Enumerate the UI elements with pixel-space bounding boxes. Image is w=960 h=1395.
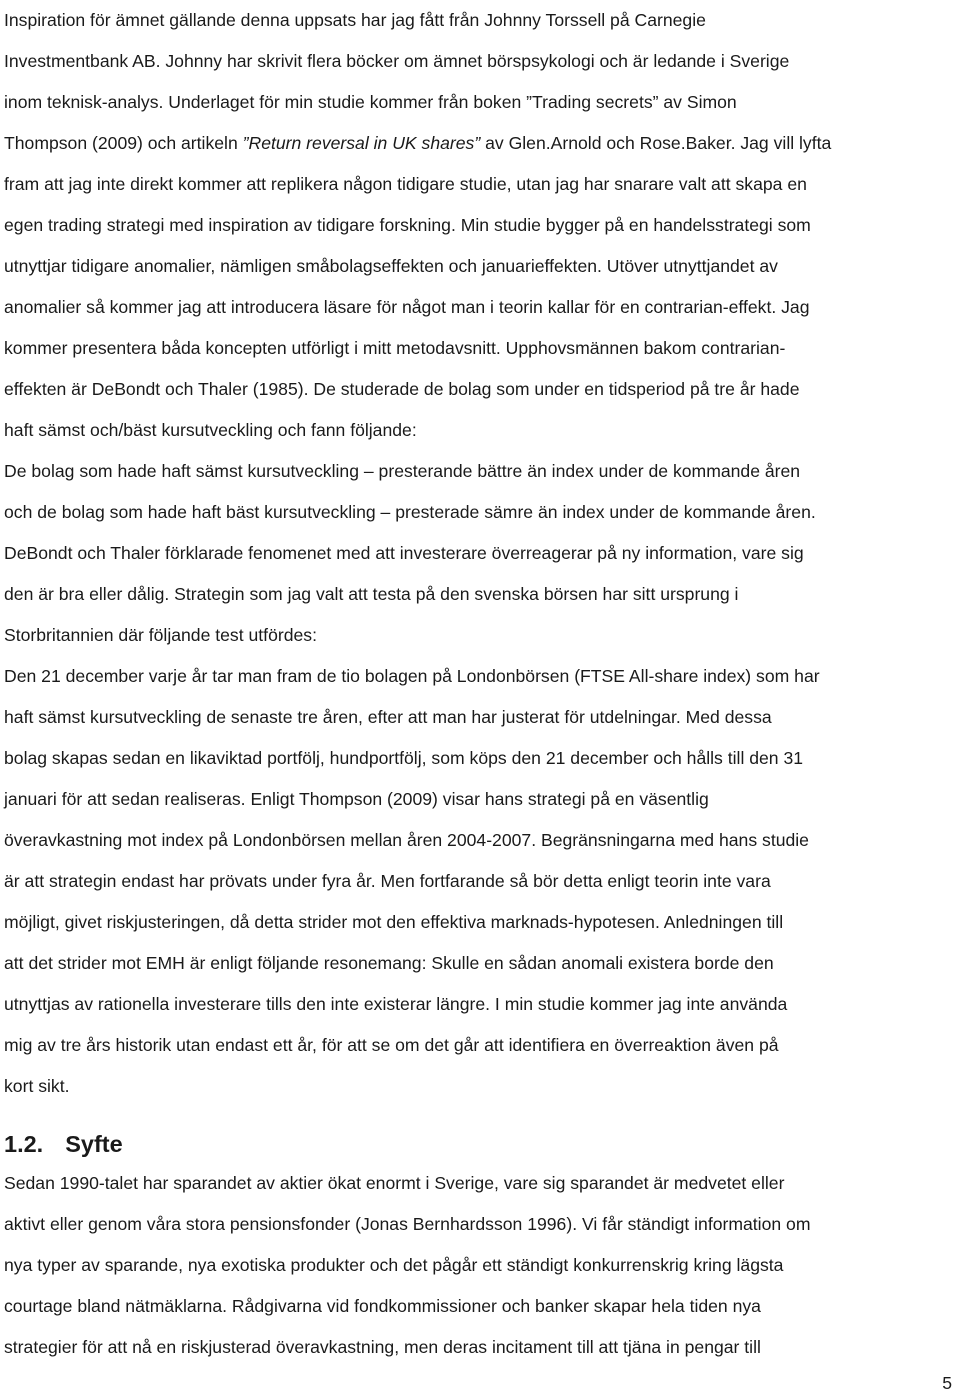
text-line: överavkastning mot index på Londonbörsen mellan åren 2004-2007. Begränsningarna med hans studie: [4, 830, 809, 850]
text-line: kort sikt.: [4, 1076, 70, 1096]
text-segment: Thompson (2009) och artikeln: [4, 133, 243, 153]
text-line: strategier för att nå en riskjusterad överavkastning, men deras incitament till att tjäna in pengar till: [4, 1337, 761, 1357]
section-number: 1.2.: [4, 1131, 44, 1157]
text-line: kommer presentera båda koncepten utförligt i mitt metodavsnitt. Upphovsmännen bakom contrarian-: [4, 338, 786, 358]
text-line: anomalier så kommer jag att introducera läsare för något man i teorin kallar för en contrarian-effekt. Jag: [4, 297, 810, 317]
text-line: DeBondt och Thaler förklarade fenomenet med att investerare överreagerar på ny information, vare sig: [4, 543, 804, 563]
italic-article-title: ”Return reversal in UK shares”: [242, 133, 481, 153]
text-line: möjligt, givet riskjusteringen, då detta strider mot den effektiva marknads-hypotesen. Anledningen till: [4, 912, 784, 932]
section-paragraph: [4, 1163, 956, 1368]
text-line: haft sämst och/bäst kursutveckling och fann följande:: [4, 420, 417, 440]
text-line: nya typer av sparande, nya exotiska produkter och det pågår ett ständigt konkurrenskrig kring lägsta: [4, 1255, 784, 1275]
document-page: [4, 0, 956, 1395]
text-line: Den 21 december varje år tar man fram de tio bolagen på Londonbörsen (FTSE All-share index) som har: [4, 666, 820, 686]
text-line: courtage bland nätmäklarna. Rådgivarna vid fondkommissioner och banker skapar hela tiden nya: [4, 1296, 761, 1316]
text-line: utnyttjar tidigare anomalier, nämligen småbolagseffekten och januarieffekten. Utöver utnyttjandet av: [4, 256, 778, 276]
text-line: effekten är DeBondt och Thaler (1985). De studerade de bolag som under en tidsperiod på tre år hade: [4, 379, 800, 399]
text-line: inom teknisk-analys. Underlaget för min studie kommer från boken ”Trading secrets” av Simon: [4, 92, 737, 112]
section-heading: [4, 1128, 123, 1160]
section-title: Syfte: [65, 1131, 123, 1157]
text-line: och de bolag som hade haft bäst kursutveckling – presterade sämre än index under de kommande åren.: [4, 502, 816, 522]
text-line: Storbritannien där följande test utfördes:: [4, 625, 317, 645]
text-line: fram att jag inte direkt kommer att replikera någon tidigare studie, utan jag har snarare valt att skapa en: [4, 174, 807, 194]
text-line: bolag skapas sedan en likaviktad portfölj, hundportfölj, som köps den 21 december och hålls till den 31: [4, 748, 804, 768]
text-line: är att strategin endast har prövats under fyra år. Men fortfarande så bör detta enligt teorin inte vara: [4, 871, 771, 891]
text-line: haft sämst kursutveckling de senaste tre åren, efter att man har justerat för utdelningar. Med dessa: [4, 707, 772, 727]
text-line: egen trading strategi med inspiration av tidigare forskning. Min studie bygger på en handelsstrategi som: [4, 215, 811, 235]
text-line: De bolag som hade haft sämst kursutveckling – presterande bättre än index under de kommande åren: [4, 461, 801, 481]
page-number: 5: [942, 1373, 952, 1393]
text-line: januari för att sedan realiseras. Enligt Thompson (2009) visar hans strategi på en väsentlig: [4, 789, 709, 809]
text-line: den är bra eller dålig. Strategin som jag valt att testa på den svenska börsen har sitt ursprung i: [4, 584, 739, 604]
text-line: Investmentbank AB. Johnny har skrivit flera böcker om ämnet börspsykologi och är ledande i Sverige: [4, 51, 790, 71]
body-paragraph: [4, 0, 956, 1107]
text-line: att det strider mot EMH är enligt följande resonemang: Skulle en sådan anomali existera borde den: [4, 953, 774, 973]
text-line: utnyttjas av rationella investerare tills den inte existerar längre. I min studie kommer jag inte använda: [4, 994, 788, 1014]
text-line: mig av tre års historik utan endast ett år, för att se om det går att identifiera en överreaktion även på: [4, 1035, 779, 1055]
text-line-with-italic-title: [4, 123, 956, 164]
text-line: Inspiration för ämnet gällande denna uppsats har jag fått från Johnny Torssell på Carnegie: [4, 10, 706, 30]
text-line: aktivt eller genom våra stora pensionsfonder (Jonas Bernhardsson 1996). Vi får ständigt information om: [4, 1214, 811, 1234]
text-line: Sedan 1990-talet har sparandet av aktier ökat enormt i Sverige, vare sig sparandet är medvetet eller: [4, 1173, 785, 1193]
text-segment: av Glen.Arnold och Rose.Baker. Jag vill lyfta: [480, 133, 832, 153]
